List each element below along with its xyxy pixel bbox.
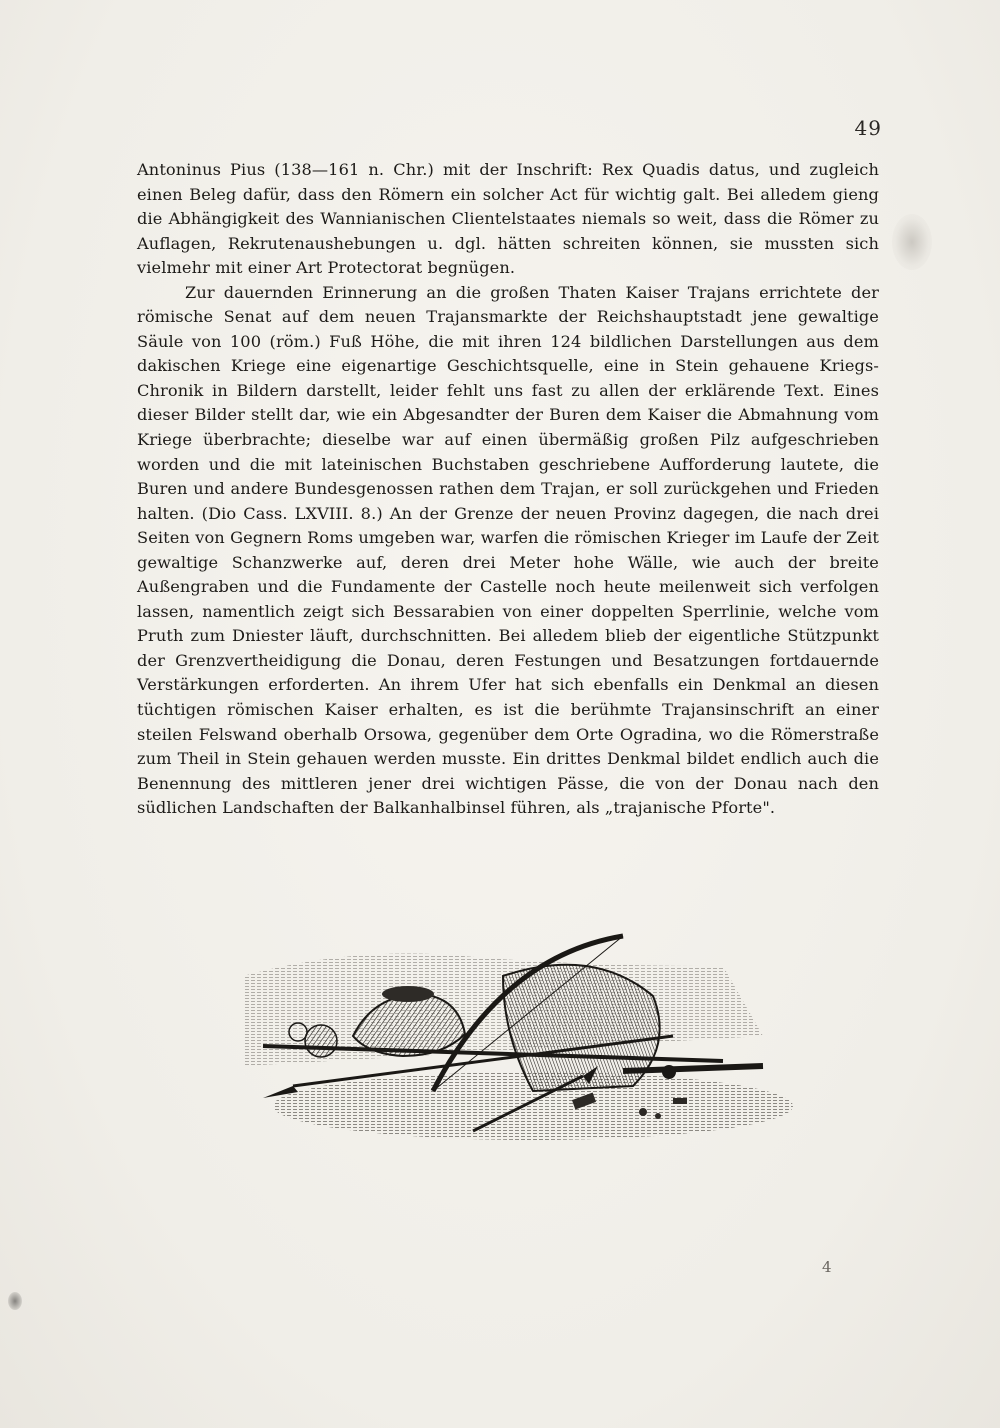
ink-spot: [8, 1292, 22, 1310]
roman-weapons-illustration-icon: [203, 916, 803, 1156]
paragraph-1: Antoninus Pius (138—161 n. Chr.) mit der Inschrift: Rex Quadis datus, und zugleich einen Beleg dafür, dass den Römern ein solcher Act für wichtig galt. Bei alledem gieng die Abhängigkeit des Wannianischen Clientelstaates niemals so weit, dass die Römer zu Auflagen, Rekrutenaushebungen u. dgl. hätten schreiten können, sie mussten sich vielmehr mit einer Art Protectorat begnügen.: [137, 160, 879, 278]
paragraph-2: Zur dauernden Erinnerung an die großen Thaten Kaiser Trajans errichtete der römische Senat auf dem neuen Trajansmarkte der Reichshauptstadt jene gewaltige Säule von 100 (röm.) Fuß Höhe, die mit ihren 124 bildlichen Darstellungen aus dem dakischen Kriege eine eigenartige Geschichtsquelle, eine in Stein gehauene Kriegs-Chronik in Bildern darstellt, leider fehlt uns fast zu allen der erklärende Text. Eines dieser Bilder stellt dar, wie ein Abgesandter der Buren dem Kaiser die Abmahnung vom Kriege überbrachte; dieselbe war auf einen übermäßig großen Pilz aufgeschrieben worden und die mit lateinischen Buchstaben geschriebene Aufforderung lautete, die Buren und andere Bundesgenossen rathen dem Trajan, er soll zurückgehen und Frieden halten. (Dio Cass. LXVIII. 8.) An der Grenze der neuen Provinz dagegen, die nach drei Seiten von Gegnern Roms umgeben war, warfen die römischen Krieger im Laufe der Zeit gewaltige Schanzwerke auf, deren drei Meter hohe Wälle, wie auch der breite Außengraben und die Fundamente der Castelle noch heute meilenweit sich verfolgen lassen, namentlich zeigt sich Bessarabien von einer doppelten Sperrlinie, welche vom Pruth zum Dniester läuft, durchschnitten. Bei alledem blieb der eigentliche Stützpunkt der Grenzvertheidigung die Donau, deren Festungen und Besatzungen fortdauernde Verstärkungen erforderten. An ihrem Ufer hat sich ebenfalls ein Denkmal an diesen tüchtigen römischen Kaiser erhalten, es ist die berühmte Trajansinschrift an einer steilen Felswand oberhalb Orsowa, gegenüber dem Orte Ogradina, wo die Römerstraße zum Theil in Stein gehauen werden musste. Ein drittes Denkmal bildet endlich auch die Benennung des mittleren jener drei wichtigen Pässe, die von der Donau nach den südlichen Landschaften der Balkanhalbinsel führen, als „trajanische Pforte".: [137, 282, 879, 818]
pot-shape: [305, 1025, 337, 1057]
sword-pommel: [662, 1065, 676, 1079]
body-text: [137, 158, 879, 821]
helmet-crest: [382, 986, 434, 1002]
page-number: 49: [854, 116, 882, 140]
paper-stain: [892, 214, 932, 270]
coin: [639, 1108, 647, 1116]
debris: [673, 1098, 687, 1104]
coin: [655, 1113, 661, 1119]
signature-mark: 4: [822, 1258, 832, 1276]
